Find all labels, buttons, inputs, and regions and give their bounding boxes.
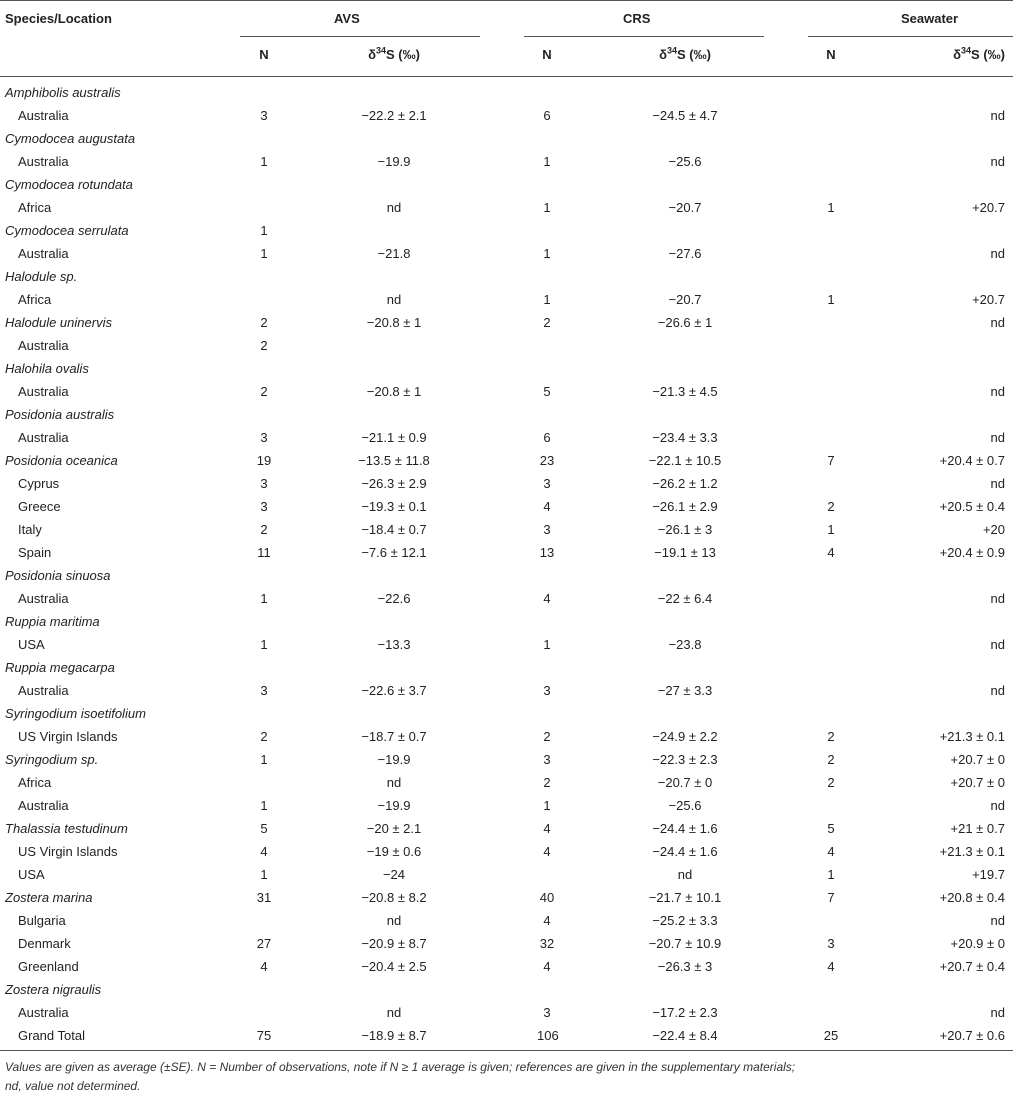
avs-n-cell: 2: [260, 522, 268, 537]
table-row: [0, 219, 1013, 242]
table-row: [0, 426, 1013, 449]
crs-n-cell: 1: [543, 154, 551, 169]
avs-delta-cell: −21.8: [377, 246, 411, 261]
species-name: Syringodium isoetifolium: [5, 706, 146, 721]
seawater-delta-cell: +20.5 ± 0.4: [939, 499, 1005, 514]
crs-n-cell: 1: [543, 292, 551, 307]
avs-delta-cell: −13.5 ± 11.8: [358, 453, 430, 468]
table-row: [0, 564, 1013, 587]
crs-delta-cell: −26.1 ± 3: [657, 522, 713, 537]
crs-n-cell: 1: [543, 200, 551, 215]
avs-delta-cell: −18.9 ± 8.7: [361, 1028, 427, 1043]
species-name: Cymodocea serrulata: [5, 223, 129, 238]
crs-delta-cell: −22 ± 6.4: [657, 591, 713, 606]
species-name: Cymodocea rotundata: [5, 177, 133, 192]
seawater-delta-cell: +19.7: [972, 867, 1005, 882]
crs-delta-cell: −26.1 ± 2.9: [652, 499, 718, 514]
table-row: [0, 311, 1013, 334]
location-name: Australia: [18, 154, 69, 169]
delta-superscript: 34: [961, 45, 972, 56]
avs-delta-cell: −20.8 ± 1: [366, 315, 422, 330]
crs-n-cell: 2: [543, 315, 551, 330]
table-row: [0, 150, 1013, 173]
avs-delta-cell: nd: [386, 775, 402, 790]
crs-n-cell: 4: [543, 821, 551, 836]
species-name: Zostera marina: [5, 890, 93, 905]
crs-n-cell: 13: [539, 545, 555, 560]
header-row-groups: [0, 0, 1013, 36]
seawater-n-cell: 1: [827, 522, 835, 537]
table-row: [0, 334, 1013, 357]
seawater-n-cell: 2: [827, 752, 835, 767]
crs-n-cell: 3: [543, 683, 551, 698]
delta-symbol: δ: [659, 47, 667, 62]
crs-delta-cell: −19.1 ± 13: [654, 545, 716, 560]
header-delta-seawater: [895, 47, 1005, 62]
avs-n-cell: 1: [260, 752, 268, 767]
seawater-n-cell: 1: [827, 200, 835, 215]
crs-n-cell: 1: [543, 798, 551, 813]
seawater-n-cell: 25: [823, 1028, 839, 1043]
avs-n-cell: 27: [256, 936, 272, 951]
table-row: [0, 265, 1013, 288]
species-name: Ruppia maritima: [5, 614, 100, 629]
crs-delta-cell: −26.6 ± 1: [657, 315, 713, 330]
table-body: [0, 81, 1013, 1047]
seawater-n-cell: 4: [827, 545, 835, 560]
avs-n-cell: 2: [260, 338, 268, 353]
crs-n-cell: 1: [543, 637, 551, 652]
seawater-n-cell: 3: [827, 936, 835, 951]
crs-delta-cell: −24.4 ± 1.6: [652, 821, 718, 836]
seawater-delta-cell: +20.8 ± 0.4: [939, 890, 1005, 905]
delta-symbol: δ: [953, 47, 962, 62]
table-row: [0, 587, 1013, 610]
crs-n-cell: 2: [543, 729, 551, 744]
species-name: Zostera nigraulis: [5, 982, 102, 997]
location-name: USA: [18, 637, 45, 652]
seawater-delta-cell: +20.7: [972, 292, 1005, 307]
avs-n-cell: 4: [260, 959, 268, 974]
avs-n-cell: 31: [256, 890, 272, 905]
avs-n-cell: 3: [260, 499, 268, 514]
table-row: [0, 794, 1013, 817]
location-name: Greenland: [18, 959, 79, 974]
crs-delta-cell: −20.7 ± 10.9: [648, 936, 722, 951]
location-name: Australia: [18, 1005, 69, 1020]
seawater-delta-cell: +20.7: [972, 200, 1005, 215]
avs-delta-cell: nd: [386, 292, 402, 307]
avs-n-cell: 3: [260, 476, 268, 491]
seawater-delta-cell: +20.7 ± 0.4: [939, 959, 1005, 974]
avs-delta-cell: −21.1 ± 0.9: [361, 430, 427, 445]
seawater-n-cell: 4: [827, 844, 835, 859]
seawater-delta-cell: nd: [990, 108, 1005, 123]
species-name: Halodule sp.: [5, 269, 78, 284]
header-row-columns: [0, 36, 1013, 76]
seawater-delta-cell: +21 ± 0.7: [950, 821, 1005, 836]
avs-delta-cell: −19.3 ± 0.1: [361, 499, 427, 514]
species-name: Posidonia oceanica: [5, 453, 118, 468]
avs-delta-cell: −22.6: [377, 591, 411, 606]
seawater-n-cell: 1: [827, 292, 835, 307]
crs-delta-cell: −22.4 ± 8.4: [652, 1028, 718, 1043]
crs-n-cell: 4: [543, 591, 551, 606]
species-name: Halodule uninervis: [5, 315, 112, 330]
avs-delta-cell: −20.4 ± 2.5: [361, 959, 427, 974]
table-row: [0, 1001, 1013, 1024]
crs-delta-cell: −27 ± 3.3: [657, 683, 713, 698]
avs-n-cell: 4: [260, 844, 268, 859]
crs-delta-cell: −21.7 ± 10.1: [648, 890, 722, 905]
crs-delta-cell: −22.1 ± 10.5: [648, 453, 722, 468]
seawater-delta-cell: +20.7 ± 0: [950, 775, 1005, 790]
location-name: Australia: [18, 430, 69, 445]
seawater-n-cell: 7: [827, 453, 835, 468]
location-name: Australia: [18, 338, 69, 353]
avs-n-cell: 2: [260, 315, 268, 330]
crs-n-cell: 4: [543, 499, 551, 514]
location-name: Australia: [18, 384, 69, 399]
table-row: [0, 679, 1013, 702]
header-species-location: Species/Location: [5, 11, 112, 26]
table-row: [0, 173, 1013, 196]
avs-delta-cell: −24: [382, 867, 406, 882]
species-name: Posidonia australis: [5, 407, 115, 422]
crs-delta-cell: −20.7: [668, 292, 702, 307]
seawater-delta-cell: +20.4 ± 0.7: [939, 453, 1005, 468]
avs-delta-cell: −20 ± 2.1: [366, 821, 422, 836]
location-name: US Virgin Islands: [18, 844, 118, 859]
delta-superscript: 34: [666, 45, 677, 56]
table-footnote: [5, 1058, 1005, 1096]
header-delta-crs: [610, 47, 760, 62]
seawater-delta-cell: +20: [982, 522, 1005, 537]
avs-delta-cell: −18.7 ± 0.7: [361, 729, 427, 744]
avs-delta-cell: −7.6 ± 12.1: [361, 545, 427, 560]
seawater-delta-cell: +20.9 ± 0: [950, 936, 1005, 951]
avs-delta-cell: −19.9: [377, 154, 411, 169]
crs-n-cell: 2: [543, 775, 551, 790]
avs-delta-cell: −13.3: [377, 637, 411, 652]
avs-delta-cell: −20.8 ± 1: [366, 384, 422, 399]
crs-delta-cell: −26.3 ± 3: [657, 959, 713, 974]
avs-delta-cell: −18.4 ± 0.7: [361, 522, 427, 537]
avs-n-cell: 1: [260, 246, 268, 261]
location-name: Denmark: [18, 936, 71, 951]
table-row: [0, 610, 1013, 633]
footnote-line-2: nd, value not determined.: [5, 1079, 141, 1093]
crs-delta-cell: nd: [677, 867, 693, 882]
header-n-seawater: N: [826, 47, 836, 62]
table-row: [0, 771, 1013, 794]
table-row: [0, 656, 1013, 679]
avs-n-cell: 19: [256, 453, 272, 468]
avs-n-cell: 2: [260, 729, 268, 744]
crs-n-cell: 6: [543, 430, 551, 445]
avs-delta-cell: −22.6 ± 3.7: [361, 683, 427, 698]
avs-delta-cell: −26.3 ± 2.9: [361, 476, 427, 491]
crs-n-cell: 32: [539, 936, 555, 951]
crs-delta-cell: −17.2 ± 2.3: [652, 1005, 718, 1020]
header-bottom-rule: [0, 76, 1013, 77]
table-row: [0, 932, 1013, 955]
avs-delta-cell: nd: [386, 1005, 402, 1020]
crs-delta-cell: −24.5 ± 4.7: [652, 108, 718, 123]
species-name: Posidonia sinuosa: [5, 568, 111, 583]
crs-delta-cell: −20.7: [668, 200, 702, 215]
avs-n-cell: 1: [260, 798, 268, 813]
avs-n-cell: 11: [257, 545, 271, 560]
crs-n-cell: 3: [543, 476, 551, 491]
seawater-delta-cell: +21.3 ± 0.1: [939, 844, 1005, 859]
table-row: [0, 817, 1013, 840]
table-row: [0, 127, 1013, 150]
crs-delta-cell: −25.6: [668, 154, 702, 169]
crs-delta-cell: −23.4 ± 3.3: [652, 430, 718, 445]
delta-symbol: δ: [368, 47, 376, 62]
seawater-delta-cell: nd: [990, 637, 1005, 652]
table-row: [0, 748, 1013, 771]
location-name: US Virgin Islands: [18, 729, 118, 744]
table-row: [0, 403, 1013, 426]
header-avs: AVS: [334, 11, 360, 26]
table-row: [0, 104, 1013, 127]
location-name: Australia: [18, 246, 69, 261]
table-row: [0, 472, 1013, 495]
table-row: [0, 978, 1013, 1001]
seawater-delta-cell: nd: [990, 683, 1005, 698]
table-row: [0, 840, 1013, 863]
species-name: Ruppia megacarpa: [5, 660, 115, 675]
seawater-delta-cell: nd: [990, 798, 1005, 813]
location-name: Cyprus: [18, 476, 60, 491]
avs-delta-cell: nd: [386, 200, 402, 215]
location-name: Australia: [18, 798, 69, 813]
avs-n-cell: 1: [260, 154, 268, 169]
avs-n-cell: 3: [260, 430, 268, 445]
seawater-delta-cell: nd: [990, 591, 1005, 606]
location-name: Italy: [18, 522, 42, 537]
table-row: [0, 909, 1013, 932]
seawater-delta-cell: nd: [990, 430, 1005, 445]
footnote-line-1: Values are given as average (±SE). N = Number of observations, note if N ≥ 1 average is given; references are given in the supplementary materials;: [5, 1060, 796, 1074]
seawater-delta-cell: nd: [990, 246, 1005, 261]
table-row: [0, 955, 1013, 978]
table-row: [0, 449, 1013, 472]
seawater-delta-cell: +21.3 ± 0.1: [939, 729, 1005, 744]
delta-unit: S (‰): [385, 47, 420, 62]
table-row: [0, 541, 1013, 564]
seawater-delta-cell: +20.4 ± 0.9: [939, 545, 1005, 560]
species-name: Syringodium sp.: [5, 752, 99, 767]
seawater-n-cell: 2: [827, 499, 835, 514]
crs-delta-cell: −22.3 ± 2.3: [652, 752, 718, 767]
crs-n-cell: 3: [543, 1005, 551, 1020]
seawater-delta-cell: nd: [990, 1005, 1005, 1020]
crs-n-cell: 4: [543, 844, 551, 859]
header-seawater: Seawater: [901, 11, 959, 26]
table-row: [0, 863, 1013, 886]
bottom-rule: [0, 1050, 1013, 1051]
crs-delta-cell: −25.6: [668, 798, 702, 813]
table-row: [0, 702, 1013, 725]
crs-n-cell: 1: [543, 246, 551, 261]
avs-delta-cell: nd: [386, 913, 402, 928]
location-name: Grand Total: [18, 1028, 85, 1043]
crs-n-cell: 6: [543, 108, 551, 123]
avs-delta-cell: −19.9: [377, 798, 411, 813]
seawater-delta-cell: nd: [990, 315, 1005, 330]
delta-unit: S (‰): [676, 47, 711, 62]
table-row: [0, 242, 1013, 265]
seawater-n-cell: 4: [827, 959, 835, 974]
table-row: [0, 1024, 1013, 1047]
seawater-delta-cell: nd: [990, 384, 1005, 399]
avs-delta-cell: −20.9 ± 8.7: [361, 936, 427, 951]
avs-n-cell: 5: [260, 821, 268, 836]
seawater-n-cell: 5: [827, 821, 835, 836]
avs-n-cell: 1: [260, 867, 268, 882]
avs-n-cell: 1: [260, 637, 268, 652]
crs-delta-cell: −24.4 ± 1.6: [652, 844, 718, 859]
table-row: [0, 288, 1013, 311]
delta-unit: S (‰): [971, 47, 1005, 62]
species-name: Thalassia testudinum: [5, 821, 128, 836]
avs-n-cell: 1: [260, 223, 268, 238]
crs-n-cell: 3: [543, 522, 551, 537]
avs-delta-cell: −22.2 ± 2.1: [361, 108, 427, 123]
header-n-avs: N: [259, 47, 269, 62]
seawater-delta-cell: +20.7 ± 0.6: [939, 1028, 1005, 1043]
header-n-crs: N: [542, 47, 552, 62]
crs-delta-cell: −26.2 ± 1.2: [652, 476, 718, 491]
seawater-n-cell: 2: [827, 775, 835, 790]
seawater-delta-cell: nd: [990, 154, 1005, 169]
table-row: [0, 495, 1013, 518]
crs-n-cell: 4: [543, 913, 551, 928]
seawater-delta-cell: nd: [990, 476, 1005, 491]
crs-delta-cell: −21.3 ± 4.5: [652, 384, 718, 399]
seawater-delta-cell: nd: [990, 913, 1005, 928]
seawater-delta-cell: +20.7 ± 0: [950, 752, 1005, 767]
crs-delta-cell: −20.7 ± 0: [657, 775, 713, 790]
crs-delta-cell: −24.9 ± 2.2: [652, 729, 718, 744]
crs-delta-cell: −23.8: [668, 637, 702, 652]
table-row: [0, 196, 1013, 219]
crs-n-cell: 4: [543, 959, 551, 974]
crs-delta-cell: −25.2 ± 3.3: [652, 913, 718, 928]
location-name: Africa: [18, 292, 52, 307]
table-row: [0, 518, 1013, 541]
header-crs: CRS: [623, 11, 651, 26]
avs-delta-cell: −19 ± 0.6: [366, 844, 422, 859]
avs-n-cell: 2: [260, 384, 268, 399]
table-row: [0, 725, 1013, 748]
species-name: Amphibolis australis: [5, 85, 121, 100]
delta-superscript: 34: [375, 45, 386, 56]
crs-n-cell: 23: [539, 453, 555, 468]
seawater-n-cell: 7: [827, 890, 835, 905]
seawater-n-cell: 1: [827, 867, 835, 882]
location-name: Australia: [18, 108, 69, 123]
avs-n-cell: 3: [260, 108, 268, 123]
avs-delta-cell: −20.8 ± 8.2: [361, 890, 427, 905]
location-name: Spain: [18, 545, 52, 560]
crs-delta-cell: −27.6: [668, 246, 702, 261]
avs-n-cell: 75: [256, 1028, 272, 1043]
table-row: [0, 357, 1013, 380]
location-name: Australia: [18, 591, 69, 606]
crs-n-cell: 106: [537, 1028, 559, 1043]
table-row: [0, 633, 1013, 656]
avs-n-cell: 3: [260, 683, 268, 698]
crs-n-cell: 3: [543, 752, 551, 767]
crs-n-cell: 5: [543, 384, 551, 399]
seawater-n-cell: 2: [827, 729, 835, 744]
table-row: [0, 380, 1013, 403]
location-name: USA: [18, 867, 45, 882]
avs-n-cell: 1: [260, 591, 268, 606]
location-name: Greece: [18, 499, 61, 514]
table-row: [0, 81, 1013, 104]
species-name: Cymodocea augustata: [5, 131, 136, 146]
species-name: Halohila ovalis: [5, 361, 89, 376]
location-name: Africa: [18, 775, 52, 790]
location-name: Bulgaria: [18, 913, 66, 928]
avs-delta-cell: −19.9: [377, 752, 411, 767]
location-name: Australia: [18, 683, 69, 698]
header-delta-avs: [319, 47, 469, 62]
table-row: [0, 886, 1013, 909]
crs-n-cell: 40: [539, 890, 555, 905]
location-name: Africa: [18, 200, 52, 215]
